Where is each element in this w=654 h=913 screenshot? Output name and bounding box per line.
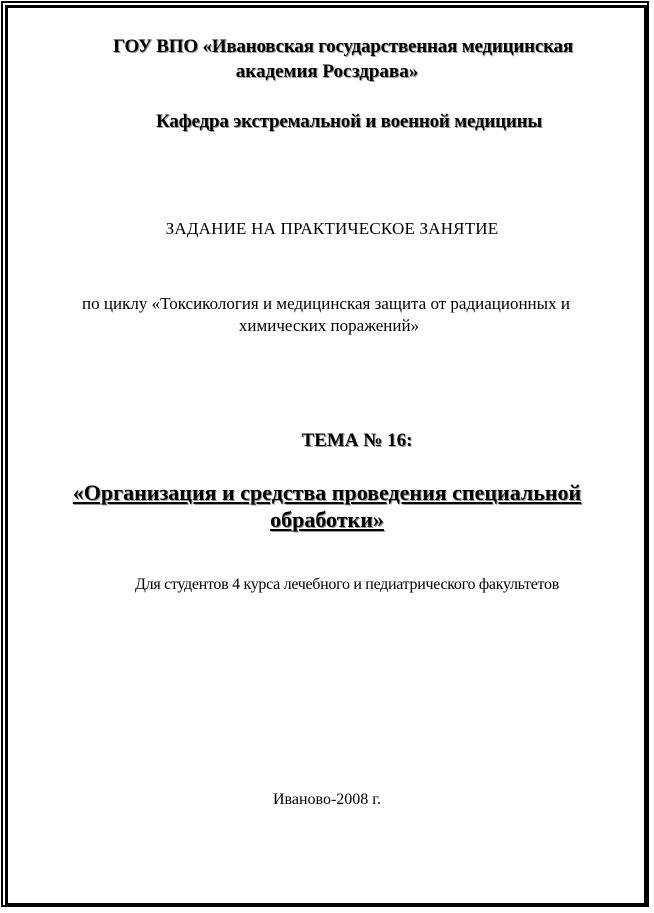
institution-name-line1: ГОУ ВПО «Ивановская государственная медицинская (113, 36, 573, 57)
topic-title-line2: обработки» (270, 507, 384, 532)
cycle-line2: химических поражений» (238, 316, 420, 335)
cycle-line1: по циклу «Токсикология и медицинская защита от радиационных и (82, 294, 570, 313)
page-border-inner (5, 5, 647, 906)
city-year: Иваново-2008 г. (272, 791, 382, 808)
institution-name-line2: академия Росздрава» (235, 61, 419, 82)
topic-title-line1: «Организация и средства проведения специальной (72, 480, 582, 505)
topic-label: ТЕМА № 16: (301, 430, 413, 451)
audience-note: Для студентов 4 курса лечебного и педиатрического факультетов (135, 576, 559, 593)
assignment-title: ЗАДАНИЕ НА ПРАКТИЧЕСКОЕ ЗАНЯТИЕ (165, 219, 499, 238)
department-name: Кафедра экстремальной и военной медицины (155, 111, 542, 132)
